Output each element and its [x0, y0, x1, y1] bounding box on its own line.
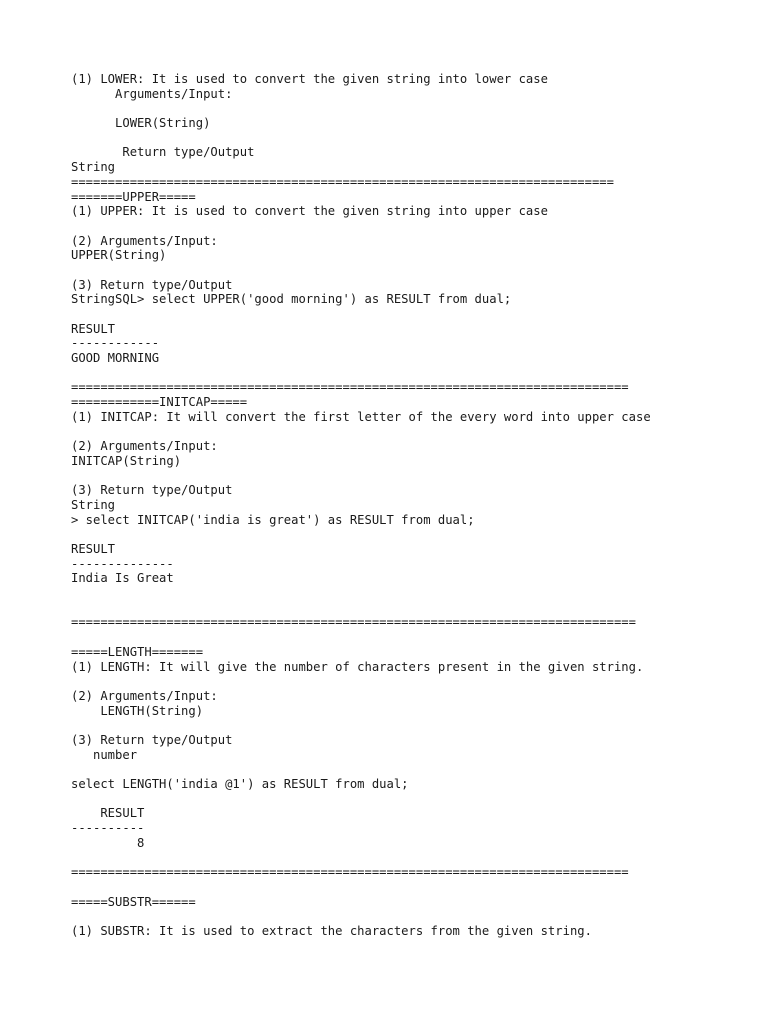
- text-line: Arguments/Input:: [71, 86, 233, 101]
- text-line: [71, 762, 761, 777]
- text-line: [71, 601, 761, 616]
- text-line: [71, 469, 761, 484]
- text-line: [71, 909, 761, 924]
- text-line: RESULT: [71, 806, 145, 821]
- text-line: [71, 718, 761, 733]
- text-line: (3) Return type/Output: [71, 732, 233, 747]
- text-line: ----------: [71, 821, 145, 836]
- text-line: ------------: [71, 336, 160, 351]
- text-line: [71, 527, 761, 542]
- section-heading-upper: =======UPPER=====: [71, 189, 196, 204]
- text-line: [71, 263, 761, 278]
- text-line: String: [71, 160, 116, 175]
- separator-line: ============================================================================: [71, 380, 629, 395]
- text-line: > select INITCAP('india is great') as RESULT from dual;: [71, 512, 475, 527]
- text-line: GOOD MORNING: [71, 351, 160, 366]
- text-line: INITCAP(String): [71, 453, 182, 468]
- section-heading-length: =====LENGTH=======: [71, 644, 204, 659]
- text-line: number: [71, 747, 138, 762]
- text-line: LENGTH(String): [71, 703, 204, 718]
- text-line: StringSQL> select UPPER('good morning') as RESULT from dual;: [71, 292, 512, 307]
- separator-line: =============================================================================: [71, 615, 636, 630]
- text-line: [71, 674, 761, 689]
- text-line: (2) Arguments/Input:: [71, 688, 218, 703]
- text-line: Return type/Output: [71, 145, 255, 160]
- text-line: [71, 630, 761, 645]
- section-heading-substr: =====SUBSTR======: [71, 894, 196, 909]
- text-line: UPPER(String): [71, 248, 167, 263]
- text-line: [71, 307, 761, 322]
- text-line: [71, 101, 761, 116]
- text-line: select LENGTH('india @1') as RESULT from dual;: [71, 777, 409, 791]
- text-line: [71, 366, 761, 381]
- separator-line: ============================================================================: [71, 865, 629, 880]
- text-line: (3) Return type/Output: [71, 483, 233, 498]
- text-line: [71, 792, 761, 807]
- text-line: India Is Great: [71, 571, 174, 586]
- text-line: (2) Arguments/Input:: [71, 233, 218, 248]
- text-line: (1) LOWER: It is used to convert the given string into lower case: [71, 72, 548, 86]
- section-heading-initcap: ============INITCAP=====: [71, 395, 248, 410]
- text-line: (1) INITCAP: It will convert the first letter of the every word into upper case: [71, 409, 651, 424]
- text-line: (1) LENGTH: It will give the number of characters present in the given string.: [71, 659, 644, 674]
- text-line: (1) SUBSTR: It is used to extract the characters from the given string.: [71, 923, 592, 938]
- text-line: [71, 131, 761, 146]
- text-line: (2) Arguments/Input:: [71, 439, 218, 454]
- text-line: [71, 219, 761, 234]
- text-line: [71, 850, 761, 865]
- text-line: [71, 586, 761, 601]
- text-line: 8: [71, 835, 145, 850]
- text-line: RESULT: [71, 542, 116, 556]
- text-line: (1) UPPER: It is used to convert the given string into upper case: [71, 204, 548, 219]
- text-line: (3) Return type/Output: [71, 277, 233, 292]
- text-line: RESULT: [71, 321, 116, 336]
- text-line: --------------: [71, 556, 174, 571]
- text-line: [71, 880, 761, 895]
- separator-line: ==========================================================================: [71, 174, 614, 189]
- document-page: [71, 72, 761, 939]
- text-line: LOWER(String): [71, 116, 211, 131]
- text-line: [71, 425, 761, 440]
- text-line: String: [71, 497, 116, 512]
